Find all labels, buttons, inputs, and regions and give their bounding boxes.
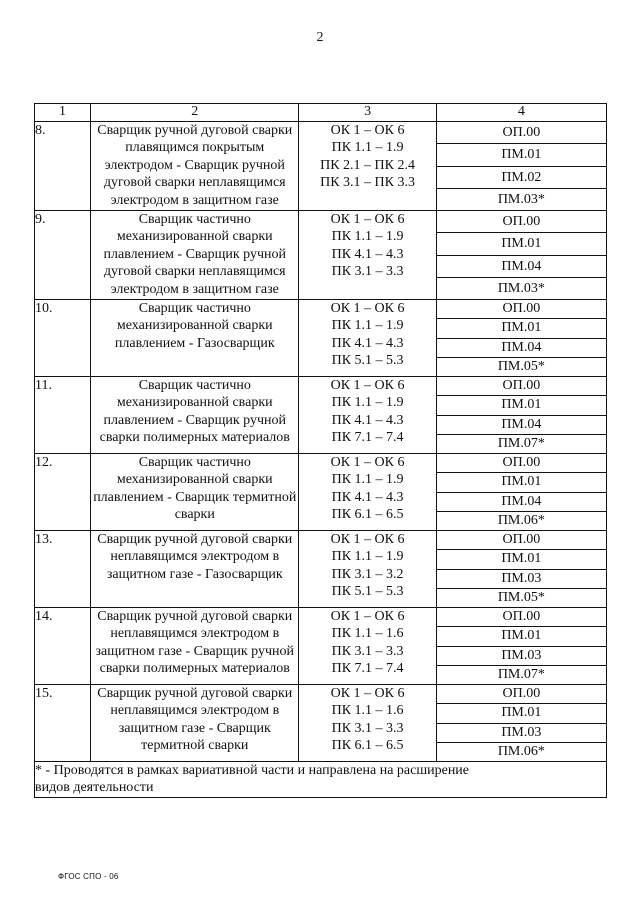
module-cell: ОП.00 xyxy=(437,300,606,319)
competency-line: ПК 2.1 – ПК 2.4 xyxy=(320,157,416,173)
competency-line: ПК 6.1 – 6.5 xyxy=(331,738,404,754)
header-cell-1: 1 xyxy=(35,104,91,122)
module-cell: ПМ.04 xyxy=(437,256,606,278)
module-cell: ПМ.06* xyxy=(497,743,545,759)
profession-name-line: неплавящимся электродом в xyxy=(110,549,280,565)
profession-name xyxy=(91,211,299,300)
module-cell: ПМ.07* xyxy=(497,666,545,682)
row-number: 11. xyxy=(35,377,91,454)
table-row xyxy=(35,377,607,454)
profession-name-line: плавлением - Газосварщик xyxy=(114,335,275,351)
module-cell: ОП.00 xyxy=(437,531,606,550)
modules xyxy=(436,122,606,211)
competency-line: ПК 5.1 – 5.3 xyxy=(331,353,404,369)
competency-line: ПК 1.1 – 1.9 xyxy=(331,229,404,245)
row-number: 8. xyxy=(35,122,91,211)
header-row xyxy=(35,104,607,122)
profession-name-line: дуговой сварки неплавящимся xyxy=(103,264,286,280)
module-cell: ПМ.01 xyxy=(437,319,606,338)
module-cell: ПМ.04 xyxy=(437,339,606,358)
header-cell-3: 3 xyxy=(299,104,436,122)
module-cell: ПМ.03* xyxy=(497,280,545,296)
competency-line: ПК 1.1 – 1.6 xyxy=(331,626,404,642)
footer-code: ФГОС СПО - 06 xyxy=(58,872,119,881)
competencies xyxy=(299,122,436,211)
footnote-row xyxy=(35,762,607,798)
competency-line: ОК 1 – ОК 6 xyxy=(330,455,405,470)
header-cell-4: 4 xyxy=(436,104,606,122)
competency-line: ПК 4.1 – 4.3 xyxy=(331,335,404,351)
footnote-line: * - Проводятся в рамках вариативной части и направлена на расширение xyxy=(35,763,470,778)
module-cell: ОП.00 xyxy=(437,122,606,144)
competency-line: ПК 3.1 – 3.3 xyxy=(331,643,404,659)
module-cell: ПМ.01 xyxy=(437,473,606,492)
competency-line: ОК 1 – ОК 6 xyxy=(330,532,405,547)
competency-line: ПК 1.1 – 1.9 xyxy=(331,472,404,488)
module-cell: ПМ.01 xyxy=(437,396,606,415)
profession-name-line: неплавящимся электродом в xyxy=(110,703,280,719)
module-cell: ПМ.05* xyxy=(497,358,545,374)
profession-name-line: электродом - Сварщик ручной xyxy=(104,157,285,173)
profession-name-line: плавлением - Сварщик ручной xyxy=(103,246,286,262)
competencies xyxy=(299,211,436,300)
competency-line: ПК 4.1 – 4.3 xyxy=(331,246,404,262)
row-number: 12. xyxy=(35,454,91,531)
profession-name-line: неплавящимся электродом в xyxy=(110,626,280,642)
module-cell: ПМ.01 xyxy=(437,627,606,646)
profession-name xyxy=(91,122,299,211)
row-number: 15. xyxy=(35,685,91,762)
module-cell: ПМ.01 xyxy=(437,704,606,723)
competency-line: ПК 3.1 – 3.3 xyxy=(331,720,404,736)
row-number: 10. xyxy=(35,300,91,377)
profession-name xyxy=(91,377,299,454)
profession-name-line: плавящимся покрытым xyxy=(125,140,265,156)
competency-line: ПК 3.1 – ПК 3.3 xyxy=(320,175,416,191)
module-cell: ПМ.03* xyxy=(497,191,545,207)
profession-name-line: Сварщик ручной дуговой сварки xyxy=(97,532,293,547)
competency-line: ПК 3.1 – 3.3 xyxy=(331,264,404,280)
module-cell: ПМ.03 xyxy=(437,570,606,589)
profession-name-line: Сварщик ручной дуговой сварки xyxy=(97,123,293,138)
competencies xyxy=(299,377,436,454)
module-cell: ОП.00 xyxy=(437,377,606,396)
competency-line: ПК 4.1 – 4.3 xyxy=(331,412,404,428)
competency-line: ПК 7.1 – 7.4 xyxy=(331,661,404,677)
profession-name-line: дуговой сварки неплавящимся xyxy=(103,175,286,191)
competency-line: ПК 3.1 – 3.2 xyxy=(331,566,404,582)
profession-name-line: механизированной сварки xyxy=(116,395,273,411)
module-cell: ПМ.01 xyxy=(437,144,606,166)
competency-line: ПК 1.1 – 1.9 xyxy=(331,549,404,565)
module-cell: ОП.00 xyxy=(437,454,606,473)
profession-name-line: плавлением - Сварщик ручной xyxy=(103,412,286,428)
profession-name-line: механизированной сварки xyxy=(116,472,273,488)
competency-line: ПК 1.1 – 1.9 xyxy=(331,395,404,411)
row-number: 13. xyxy=(35,531,91,608)
profession-name-line: Сварщик частично xyxy=(138,301,251,316)
module-cell: ПМ.02 xyxy=(437,167,606,189)
module-cell: ПМ.03 xyxy=(437,724,606,743)
profession-name-line: сварки xyxy=(174,507,215,523)
module-cell: ОП.00 xyxy=(437,685,606,704)
module-cell: ПМ.07* xyxy=(497,435,545,451)
profession-name-line: защитном газе - Сварщик ручной xyxy=(95,643,295,659)
table-row xyxy=(35,685,607,762)
page-number: 2 xyxy=(316,30,324,45)
profession-name-line: механизированной сварки xyxy=(116,229,273,245)
table-body xyxy=(35,122,607,762)
profession-name xyxy=(91,454,299,531)
module-cell: ОП.00 xyxy=(437,211,606,233)
modules xyxy=(436,211,606,300)
profession-name-line: Сварщик ручной дуговой сварки xyxy=(97,686,293,701)
professions-table xyxy=(34,103,607,798)
competencies xyxy=(299,685,436,762)
profession-name-line: плавлением - Сварщик термитной xyxy=(93,489,297,505)
modules xyxy=(436,531,606,608)
competency-line: ПК 6.1 – 6.5 xyxy=(331,507,404,523)
profession-name-line: защитном газе - Газосварщик xyxy=(106,566,283,582)
competencies xyxy=(299,300,436,377)
competency-line: ОК 1 – ОК 6 xyxy=(330,301,405,316)
modules xyxy=(436,300,606,377)
table-row xyxy=(35,122,607,211)
modules xyxy=(436,377,606,454)
competencies xyxy=(299,454,436,531)
competency-line: ПК 1.1 – 1.9 xyxy=(331,140,404,156)
row-number: 14. xyxy=(35,608,91,685)
profession-name-line: сварки полимерных материалов xyxy=(99,430,290,446)
modules xyxy=(436,685,606,762)
profession-name-line: Сварщик частично xyxy=(138,212,251,227)
competency-line: ОК 1 – ОК 6 xyxy=(330,686,405,701)
competency-line: ОК 1 – ОК 6 xyxy=(330,378,405,393)
profession-name-line: защитном газе - Сварщик xyxy=(118,720,271,736)
competency-line: ОК 1 – ОК 6 xyxy=(330,212,405,227)
competency-line: ПК 5.1 – 5.3 xyxy=(331,584,404,600)
module-cell: ПМ.03 xyxy=(437,647,606,666)
table-row xyxy=(35,608,607,685)
module-cell: ПМ.04 xyxy=(437,416,606,435)
competency-line: ПК 1.1 – 1.9 xyxy=(331,318,404,334)
row-number: 9. xyxy=(35,211,91,300)
module-cell: ПМ.05* xyxy=(497,589,545,605)
table-row xyxy=(35,300,607,377)
profession-name xyxy=(91,685,299,762)
table-row xyxy=(35,211,607,300)
table-row xyxy=(35,454,607,531)
module-cell: ОП.00 xyxy=(437,608,606,627)
competency-line: ОК 1 – ОК 6 xyxy=(330,609,405,624)
competency-line: ПК 1.1 – 1.6 xyxy=(331,703,404,719)
competency-line: ПК 4.1 – 4.3 xyxy=(331,489,404,505)
profession-name-line: термитной сварки xyxy=(141,738,249,754)
profession-name-line: механизированной сварки xyxy=(116,318,273,334)
competency-line: ОК 1 – ОК 6 xyxy=(330,123,405,138)
footnote-line: видов деятельности xyxy=(35,780,154,796)
profession-name xyxy=(91,300,299,377)
profession-name xyxy=(91,608,299,685)
profession-name-line: электродом в защитном газе xyxy=(110,281,279,297)
profession-name xyxy=(91,531,299,608)
profession-name-line: Сварщик частично xyxy=(138,455,251,470)
profession-name-line: Сварщик ручной дуговой сварки xyxy=(97,609,293,624)
module-cell: ПМ.01 xyxy=(437,550,606,569)
footnote xyxy=(35,762,607,798)
competencies xyxy=(299,531,436,608)
competencies xyxy=(299,608,436,685)
module-cell: ПМ.06* xyxy=(497,512,545,528)
modules xyxy=(436,608,606,685)
module-cell: ПМ.01 xyxy=(437,233,606,255)
profession-name-line: электродом в защитном газе xyxy=(110,192,279,208)
header-cell-2: 2 xyxy=(91,104,299,122)
modules xyxy=(436,454,606,531)
competency-line: ПК 7.1 – 7.4 xyxy=(331,430,404,446)
profession-name-line: сварки полимерных материалов xyxy=(99,661,290,677)
profession-name-line: Сварщик частично xyxy=(138,378,251,393)
module-cell: ПМ.04 xyxy=(437,493,606,512)
table-row xyxy=(35,531,607,608)
